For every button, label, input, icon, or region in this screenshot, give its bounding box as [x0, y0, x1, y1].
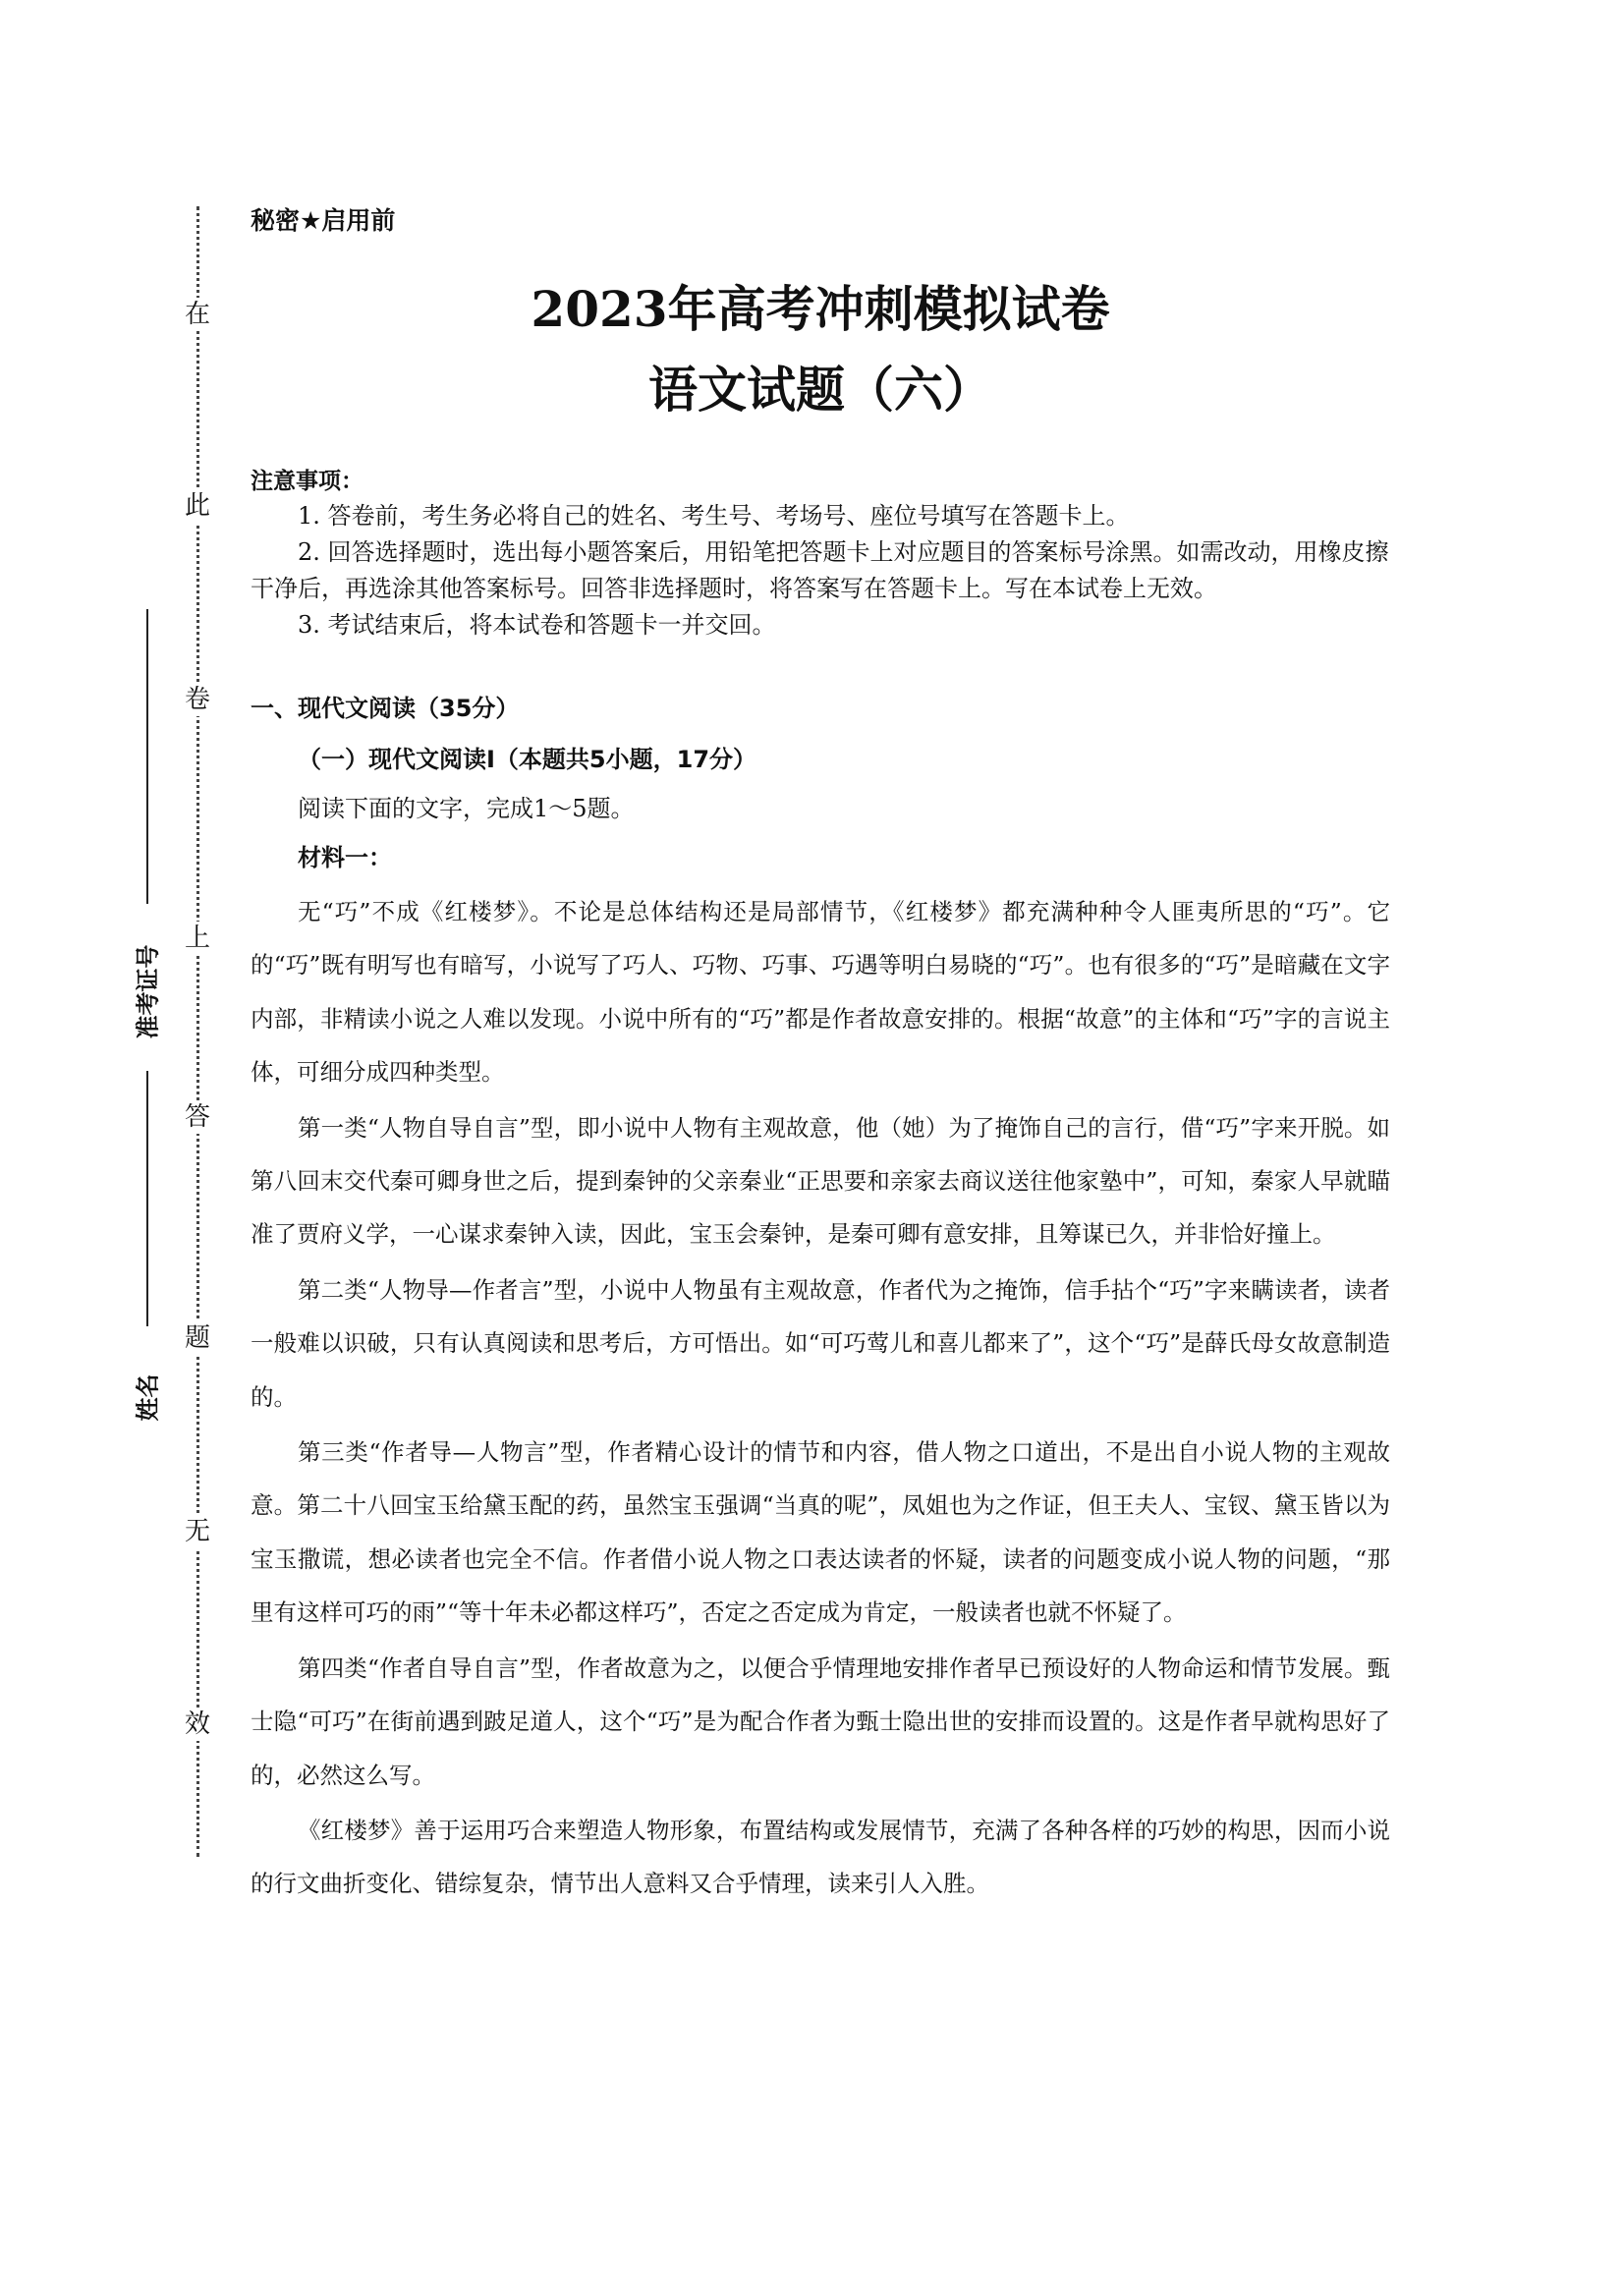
reading-section — [251, 689, 1390, 1911]
binding-dotted-line — [196, 206, 199, 1857]
passage-paragraph: 第三类“作者导—人物言”型，作者精心设计的情节和内容，借人物之口道出，不是出自小说人物的主观故意。第二十八回宝玉给黛玉配的药，虽然宝玉强调“当真的呢”，凤姐也为之作证，但王夫人、宝钗、黛玉皆以为宝玉撒谎，想必读者也完全不信。作者借小说人物之口表达读者的怀疑，读者的问题变成小说人物的问题，“那里有这样可巧的雨”“等十年未必都这样巧”，否定之否定成为肯定，一般读者也就不怀疑了。 — [251, 1438, 1390, 1627]
exam-title: 2023年高考冲刺模拟试卷 — [531, 280, 1110, 338]
name-label: 姓名 — [134, 1373, 162, 1422]
binding-char: 答 — [181, 1100, 214, 1134]
binding-margin — [0, 0, 236, 2296]
passage-paragraph: 《红楼梦》善于运用巧合来塑造人物形象，布置结构或发展情节，充满了各种各样的巧妙的构思，因而小说的行文曲折变化、错综复杂，情节出人意料又合乎情理，读来引人入胜。 — [251, 1816, 1390, 1898]
binding-char: 效 — [181, 1708, 214, 1741]
name-fill-line — [146, 1071, 148, 1326]
section-subheading: （一）现代文阅读Ⅰ（本题共5小题，17分） — [298, 746, 757, 773]
material-label: 材料一： — [298, 844, 392, 871]
note-item: 3. 考试结束后，将本试卷和答题卡一并交回。 — [298, 611, 776, 639]
notes-heading: 注意事项： — [251, 469, 364, 494]
binding-char: 此 — [181, 489, 214, 523]
note-item: 1. 答卷前，考生务必将自己的姓名、考生号、考场号、座位号填写在答题卡上。 — [298, 502, 1130, 530]
section-heading: 一、现代文阅读（35分） — [251, 695, 520, 722]
note-item: 2. 回答选择题时，选出每小题答案后，用铅笔把答题卡上对应题目的答案标号涂黑。如需改动，用橡皮擦干净后，再选涂其他答案标号。回答非选择题时，将答案写在答题卡上。写在本试卷上无效。 — [251, 538, 1389, 602]
notes-block — [251, 465, 1390, 644]
binding-char: 无 — [181, 1515, 214, 1548]
binding-char: 上 — [181, 922, 214, 955]
passage-paragraph: 无“巧”不成《红楼梦》。不论是总体结构还是局部情节，《红楼梦》都充满种种令人匪夷所思的“巧”。它的“巧”既有明写也有暗写，小说写了巧人、巧物、巧事、巧遇等明白易晓的“巧”。也有很多的“巧”是暗藏在文字内部，非精读小说之人难以发现。小说中所有的“巧”都是作者故意安排的。根据“故意”的主体和“巧”字的言说主体，可细分成四种类型。 — [251, 898, 1390, 1087]
section-instruction: 阅读下面的文字，完成1～5题。 — [298, 795, 635, 822]
exam-subtitle: 语文试题（六） — [648, 361, 992, 419]
exam-page — [251, 201, 1390, 1913]
exam-id-label: 准考证号 — [134, 944, 162, 1039]
binding-char: 题 — [181, 1321, 214, 1355]
passage-paragraph: 第一类“人物自导自言”型，即小说中人物有主观故意，他（她）为了掩饰自己的言行，借“巧”字来开脱。如第八回末交代秦可卿身世之后，提到秦钟的父亲秦业“正思要和亲家去商议送往他家塾中”，可知，秦家人早就瞄准了贾府义学，一心谋求秦钟入读，因此，宝玉会秦钟，是秦可卿有意安排，且筹谋已久，并非恰好撞上。 — [251, 1113, 1390, 1249]
passage-paragraph: 第二类“人物导—作者言”型，小说中人物虽有主观故意，作者代为之掩饰，信手拈个“巧”字来瞒读者，读者一般难以识破，只有认真阅读和思考后，方可悟出。如“可巧莺儿和喜儿都来了”，这个“巧”是薛氏母女故意制造的。 — [251, 1275, 1390, 1411]
binding-char: 在 — [181, 298, 214, 331]
binding-char: 卷 — [181, 683, 214, 716]
passage-paragraph: 第四类“作者自导自言”型，作者故意为之，以便合乎情理地安排作者早已预设好的人物命运和情节发展。甄士隐“可巧”在街前遇到跛足道人，这个“巧”是为配合作者为甄士隐出世的安排而设置的。这是作者早就构思好了的，必然这么写。 — [251, 1653, 1390, 1789]
exam-id-fill-line — [146, 609, 148, 904]
confidential-mark: 秘密★启用前 — [251, 206, 396, 235]
